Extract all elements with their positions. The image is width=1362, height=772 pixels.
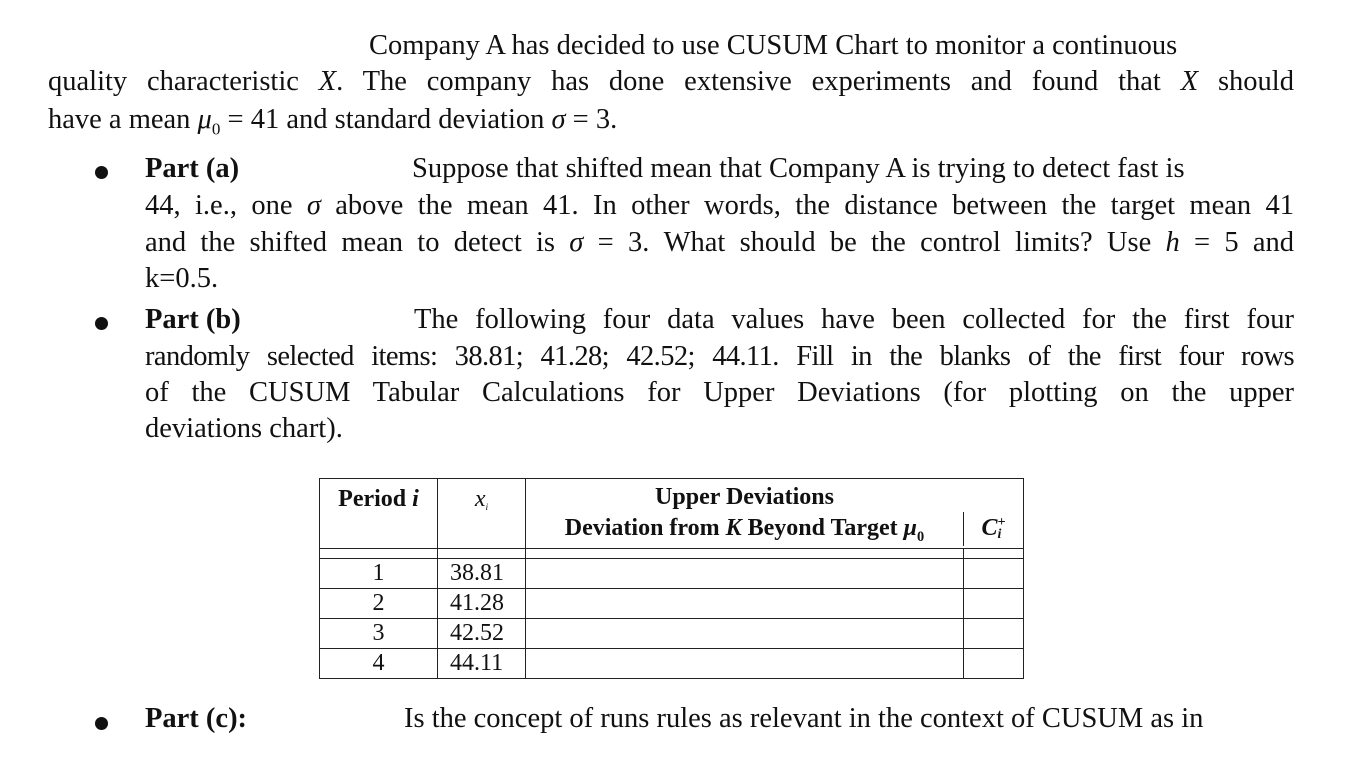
part-a-label: Part (a): [145, 153, 240, 184]
intro-text-3c: = 3.: [565, 104, 618, 135]
period-cell: 4: [320, 649, 438, 679]
part-b-line-2: [145, 343, 1294, 372]
part-a-text-1: Suppose that shifted mean that Company A is trying to detect fast is: [412, 153, 1185, 184]
part-a-line-2: [145, 192, 1294, 221]
bullet-icon: [95, 166, 108, 179]
table-row: [320, 559, 1024, 589]
part-b-text-3: of the CUSUM Tabular Calculations for Upper Deviations (for plotting on the upper: [145, 377, 1294, 408]
spacer-cell: [438, 549, 526, 559]
period-header-text: Period: [338, 486, 413, 512]
intro-line-3: [48, 106, 617, 138]
sigma-symbol: σ: [551, 104, 566, 135]
period-var: i: [412, 486, 419, 512]
deviation-cell[interactable]: [526, 649, 964, 679]
bullet-icon: [95, 717, 108, 730]
period-cell: 3: [320, 619, 438, 649]
part-b-label: Part (b): [145, 304, 241, 335]
part-b-text-2: randomly selected items: 38.81; 41.28; 42.52; 44.11. Fill in the blanks of the first four rows: [145, 341, 1294, 372]
table-row: [320, 649, 1024, 679]
part-c-line-1: [404, 705, 1203, 734]
intro-text-2c: should: [1198, 66, 1294, 97]
part-c-label: Part (c):: [145, 703, 248, 734]
c-superscript: +: [997, 514, 1006, 530]
x-cell: 44.11: [438, 649, 526, 679]
intro-text-2a: quality characteristic: [48, 66, 319, 97]
x-cell: 38.81: [438, 559, 526, 589]
part-a-line-1: [412, 155, 1185, 184]
deviation-header: [526, 512, 963, 546]
bullet-icon: [95, 317, 108, 330]
table-row: [320, 589, 1024, 619]
mu-symbol: μ: [903, 514, 918, 541]
table-row: [320, 619, 1024, 649]
period-header: [320, 479, 438, 549]
part-b-text-4: deviations chart).: [145, 413, 343, 444]
upper-deviations-header: [526, 479, 1024, 549]
upper-deviations-title: Upper Deviations: [655, 484, 834, 510]
cusum-table: [319, 478, 1024, 679]
var-x: X: [318, 66, 337, 97]
part-a-text-3b: = 3. What should be the control limits? Use: [583, 227, 1166, 258]
spacer-cell: [964, 549, 1024, 559]
part-a-line-3: [145, 229, 1294, 258]
spacer-cell: [320, 549, 438, 559]
deviation-cell[interactable]: [526, 559, 964, 589]
part-a-line-4: [145, 265, 218, 294]
part-b-line-4: [145, 415, 343, 444]
part-a-text-3a: and the shifted mean to detect is: [145, 227, 570, 258]
x-subscript: i: [485, 502, 489, 514]
c-symbol: C: [981, 514, 998, 541]
x-header-text: x: [474, 486, 486, 512]
part-a-text-4: k=0.5.: [145, 263, 219, 294]
c-cell[interactable]: [964, 649, 1024, 679]
part-b-text-1: The following four data values have been collected for the first four: [414, 304, 1294, 335]
intro-text-3a: have a mean: [48, 104, 198, 135]
part-a-text-2a: 44, i.e., one: [145, 190, 307, 221]
c-cell[interactable]: [964, 559, 1024, 589]
period-cell: 1: [320, 559, 438, 589]
mu-subscript: 0: [917, 528, 925, 545]
c-header: [963, 512, 1023, 546]
var-k: K: [725, 514, 742, 541]
intro-text-3b: = 41 and standard deviation: [220, 104, 552, 135]
spacer-cell: [526, 549, 964, 559]
intro-line-1: [369, 32, 1177, 61]
deviation-cell[interactable]: [526, 589, 964, 619]
x-header: [438, 479, 526, 549]
intro-line-2: [48, 68, 1294, 97]
c-cell[interactable]: [964, 619, 1024, 649]
deviation-header-text-a: Deviation from: [564, 514, 726, 541]
period-cell: 2: [320, 589, 438, 619]
x-cell: 42.52: [438, 619, 526, 649]
var-x-2: X: [1180, 66, 1199, 97]
deviation-cell[interactable]: [526, 619, 964, 649]
sigma-symbol: σ: [569, 227, 584, 258]
part-a-text-3c: = 5 and: [1179, 227, 1294, 258]
mu-symbol: μ: [197, 104, 212, 135]
x-cell: 41.28: [438, 589, 526, 619]
part-b-line-3: [145, 379, 1294, 408]
mu-subscript: 0: [211, 119, 221, 139]
part-b-line-1: [414, 306, 1294, 335]
part-c-text-1: Is the concept of runs rules as relevant in the context of CUSUM as in: [404, 703, 1204, 734]
sigma-symbol: σ: [306, 190, 321, 221]
intro-text-1: Company A has decided to use CUSUM Chart to monitor a continuous: [369, 30, 1178, 61]
deviation-header-text-b: Beyond Target: [741, 514, 904, 541]
var-h: h: [1165, 227, 1180, 258]
part-a-text-2b: above the mean 41. In other words, the distance between the target mean 41: [320, 190, 1294, 221]
c-cell[interactable]: [964, 589, 1024, 619]
intro-text-2b: . The company has done extensive experiments and found that: [336, 66, 1181, 97]
c-subscript: i: [997, 527, 1002, 543]
